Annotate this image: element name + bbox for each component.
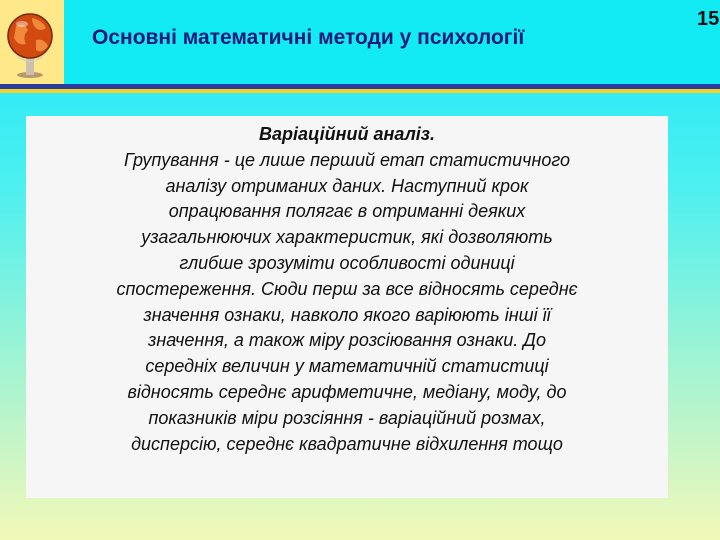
header-divider-yellow (0, 89, 720, 93)
content-heading: Варіаційний аналіз. (258, 124, 435, 144)
slide-number: 15 (697, 8, 720, 30)
text-line: Групування - це лише перший етап статистичного (123, 149, 571, 170)
text-line: середніх величин у математичній статистиці (145, 356, 549, 377)
text-line: глибше зрозуміти особливості одиниці (179, 252, 515, 273)
text-line: узагальнюючих характеристик, які дозволяють (141, 227, 553, 248)
slide-header (0, 0, 720, 84)
text-line: значення, а також міру розсіювання ознаки. До (148, 330, 546, 351)
page-title: Основні математичні методи у психології (92, 26, 525, 49)
content-box (26, 116, 668, 498)
text-line: дисперсію, середнє квадратичне відхилення тощо (131, 433, 563, 454)
text-line: відносять середнє арифметичне, медіану, моду, до (127, 381, 567, 402)
logo (0, 0, 64, 84)
text-line: опрацювання полягає в отриманні деяких (168, 201, 526, 222)
content-body (26, 122, 668, 457)
text-line: показників міри розсіяння - варіаційний розмах, (148, 407, 546, 428)
globe-trophy-icon (2, 6, 62, 82)
text-line: спостереження. Сюди перш за все відносять середнє (116, 278, 578, 299)
text-line: аналізу отриманих даних. Наступний крок (165, 175, 529, 196)
text-line: значення ознаки, навколо якого варіюють інші її (143, 304, 551, 325)
